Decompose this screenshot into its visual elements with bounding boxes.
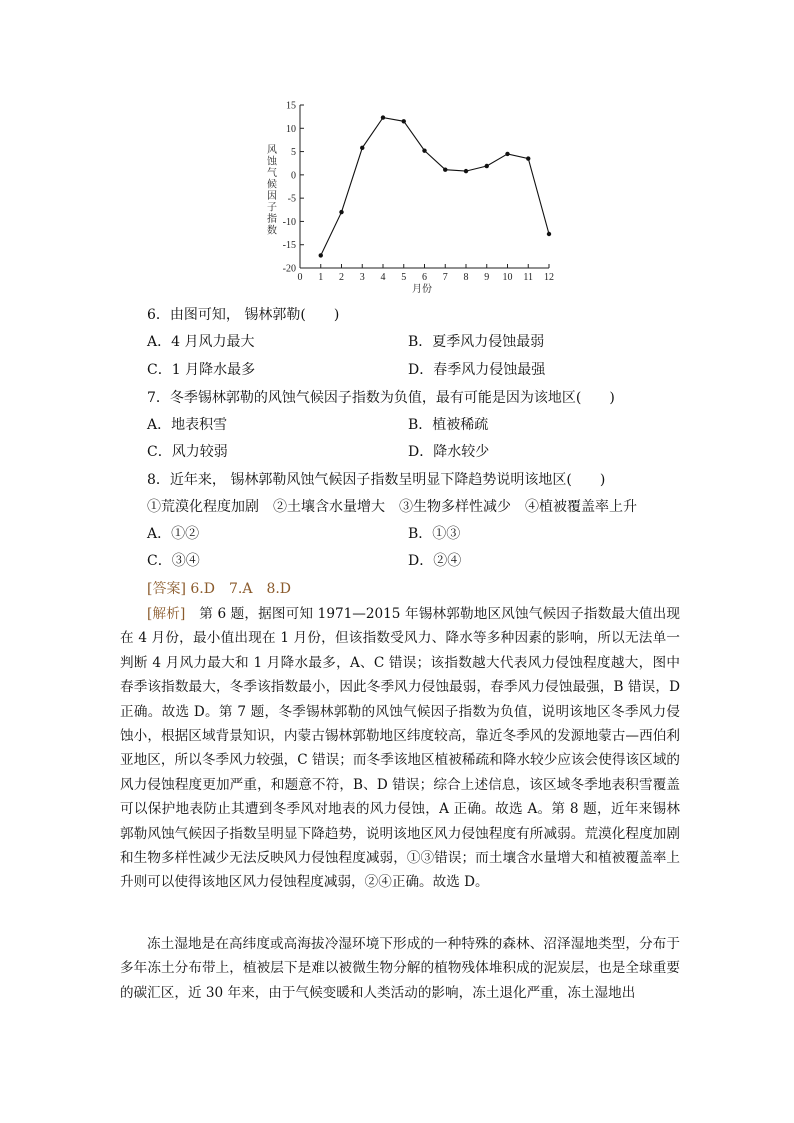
x-tick-label: 10 [502, 272, 513, 283]
y-axis-title-char: 气 [267, 168, 277, 179]
y-axis-title-char: 候 [267, 179, 277, 191]
y-axis-title-char: 蚀 [267, 156, 277, 168]
y-tick-label: 0 [291, 170, 296, 182]
x-tick-label: 2 [339, 272, 344, 283]
q8-option-d: D．②④ [408, 553, 462, 569]
data-point [443, 168, 447, 172]
q7-option-b: B．植被稀疏 [408, 417, 489, 433]
data-point [485, 164, 489, 168]
data-point [547, 232, 551, 236]
x-tick-label: 8 [463, 272, 469, 283]
q6-option-d: D．春季风力侵蚀最强 [408, 362, 546, 378]
y-axis-title-char: 数 [267, 225, 277, 237]
passage-paragraph: 冻土湿地是在高纬度或高海拔冷湿环境下形成的一种特殊的森林、沼泽湿地类型，分布于多年冻土分布带上，植被层下是难以被微生物分解的植物残体堆积成的泥炭层，也是全球重要的碳汇区，近 30 年来，由于气候变暖和人类活动的影响，冻土退化严重，冻土湿地出 [120, 936, 680, 1001]
x-tick-label: 9 [484, 272, 490, 283]
analysis-label: [解析] [147, 606, 186, 622]
q6-option-c: C．1 月降水最多 [147, 362, 256, 378]
data-point [526, 156, 530, 160]
data-point [319, 253, 323, 257]
question-8-stem: 8．近年来， 锡林郭勒风蚀气候因子指数呈明显下降趋势说明该地区( ) [147, 472, 606, 488]
x-tick-label: 11 [523, 272, 534, 283]
data-point [402, 119, 406, 123]
y-axis-title-char: 因 [267, 191, 277, 202]
q8-option-a: A．①② [147, 526, 200, 542]
y-tick-label: 5 [291, 147, 296, 159]
y-axis-title [267, 144, 278, 237]
y-axis-title-char: 子 [267, 202, 277, 214]
data-point [505, 152, 509, 156]
x-tick-label: 5 [401, 272, 407, 283]
data-point [360, 146, 364, 150]
y-axis-title-char: 风 [267, 145, 277, 156]
q7-option-a: A．地表积雪 [147, 417, 228, 433]
q7-option-c: C．风力较弱 [147, 444, 228, 460]
q8-option-c: C．③④ [147, 553, 200, 569]
y-tick-label: -10 [282, 216, 296, 228]
question-6-stem: 6．由图可知， 锡林郭勒( ) [147, 307, 340, 323]
data-point [464, 169, 468, 173]
wind-erosion-chart [255, 95, 565, 300]
answer-text: 6.D 7.A 8.D [190, 581, 292, 597]
x-tick-label: 4 [380, 272, 386, 283]
x-tick-label: 12 [544, 272, 554, 283]
series-line [321, 118, 549, 256]
x-tick-label: 0 [297, 272, 303, 283]
q6-option-b: B．夏季风力侵蚀最弱 [408, 334, 545, 350]
analysis-text: 第 6 题，据图可知 1971—2015 年锡林郭勒地区风蚀气候因子指数最大值出现在 4 月份，最小值出现在 1 月份，但该指数受风力、降水等多种因素的影响，所以无法单一判断 4 月风力最大和 1 月降水最多，A、C 错误；该指数越大代表风力侵蚀程度越大，图中春季该指数最大，冬季该指数最小，因此冬季风力侵蚀最弱，春季风力侵蚀最强，B 错误，D 正确。故选 D。第 7 题，冬季锡林郭勒的风蚀气候因子指数为负值，说明该地区冬季风力侵蚀小，根据区域背景知识，内蒙古锡林郭勒地区纬度较高，靠近冬季风的发源地蒙古—西伯利亚地区，所以冬季风力较强，C 错误；而冬季该地区植被稀疏和降水较少应该会使得该区域的风力侵蚀程度更加严重，和题意不符，B、D 错误；综合上述信息，该区域冬季地表积雪覆盖可以保护地表防止其遭到冬季风对地表的风力侵蚀，A 正确。故选 A。第 8 题，近年来锡林郭勒风蚀气候因子指数呈明显下降趋势，说明该地区风力侵蚀程度有所减弱。荒漠化程度加剧和生物多样性减少无法反映风力侵蚀程度减弱，①③错误；而土壤含水量增大和植被覆盖率上升则可以使得该地区风力侵蚀程度减弱，②④正确。故选 D。 [120, 606, 680, 891]
analysis-paragraph [120, 602, 680, 895]
answer-label: [答案] [147, 581, 186, 597]
y-tick-label: -15 [282, 240, 296, 252]
y-tick-label: 10 [286, 123, 296, 135]
x-tick-label: 3 [359, 272, 365, 283]
x-axis-label: 月份 [412, 284, 432, 295]
q8-option-b: B．①③ [408, 526, 461, 542]
x-tick-label: 1 [318, 272, 324, 283]
answer-line [147, 580, 291, 598]
data-point [422, 148, 426, 152]
y-tick-label: -5 [287, 193, 296, 205]
y-tick-label: 15 [286, 100, 296, 112]
q7-option-d: D．降水较少 [408, 444, 490, 460]
x-tick-label: 7 [442, 272, 448, 283]
question-7-stem: 7．冬季锡林郭勒的风蚀气候因子指数为负值，最有可能是因为该地区( ) [147, 390, 615, 406]
y-axis-title-char: 指 [267, 214, 277, 225]
question-8-items: ①荒漠化程度加剧 ②土壤含水量增大 ③生物多样性减少 ④植被覆盖率上升 [147, 499, 637, 515]
x-tick-label: 6 [422, 272, 427, 283]
data-point [339, 210, 343, 214]
y-tick-label: -20 [282, 263, 296, 275]
q6-option-a: A．4 月风力最大 [147, 334, 255, 350]
data-point [381, 115, 385, 119]
